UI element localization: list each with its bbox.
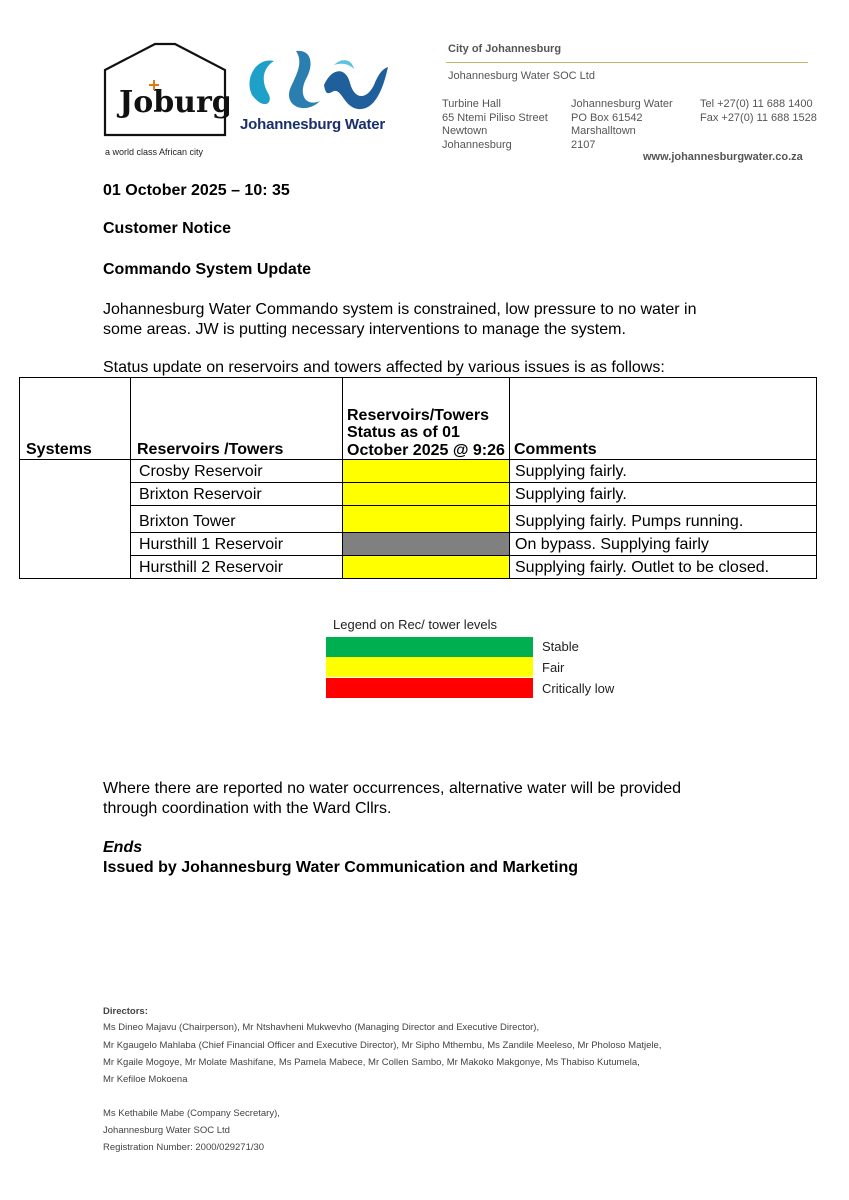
address-line: Johannesburg Water: [571, 98, 673, 110]
closing-line: Where there are reported no water occurrences, alternative water will be provided: [103, 780, 682, 797]
reservoir-name: Hursthill 1 Reservoir: [131, 533, 343, 556]
physical-address: [442, 98, 548, 152]
status-intro: Status update on reservoirs and towers affected by various issues is as follows:: [103, 359, 665, 376]
table-row: [20, 506, 817, 533]
table-row: [20, 483, 817, 506]
level-indicator: [343, 506, 509, 532]
ends-label: Ends: [103, 839, 143, 856]
status-table: [19, 377, 817, 579]
reservoir-name: Crosby Reservoir: [131, 460, 343, 483]
table-header-row: [20, 378, 817, 460]
notice-subject: Commando System Update: [103, 261, 312, 278]
legend-title: Legend on Rec/ tower levels: [333, 617, 498, 632]
registration-number: Registration Number: 2000/029271/30: [103, 1142, 265, 1153]
header-systems: Systems: [20, 378, 131, 460]
reservoir-name: Brixton Tower: [131, 506, 343, 533]
joburg-logo: [101, 40, 229, 160]
website-link[interactable]: www.johannesburgwater.co.za: [643, 151, 803, 163]
phone-number: Tel +27(0) 11 688 1400: [700, 98, 813, 110]
level-cell: [343, 483, 510, 506]
notice-datetime: 01 October 2025 – 10: 35: [103, 182, 290, 199]
company-name: Johannesburg Water SOC Ltd: [103, 1125, 230, 1136]
header-reservoirs: Reservoirs /Towers: [131, 378, 343, 460]
level-cell: [343, 506, 510, 533]
level-indicator: [343, 460, 509, 482]
systems-cell: [20, 460, 131, 579]
org-subtitle: Johannesburg Water SOC Ltd: [448, 70, 595, 82]
level-cell: [343, 533, 510, 556]
table-row: [20, 556, 817, 579]
contact-numbers: [700, 98, 817, 125]
level-indicator: [343, 556, 509, 578]
directors-line: Ms Dineo Majavu (Chairperson), Mr Ntshavheni Mukwevho (Managing Director and Executive Director),: [103, 1022, 540, 1033]
address-line: Newtown: [442, 125, 488, 137]
closing-line: through coordination with the Ward Cllrs.: [103, 800, 392, 817]
legend-label-fair: Fair: [542, 660, 565, 675]
company-secretary: Ms Kethabile Mabe (Company Secretary),: [103, 1108, 280, 1119]
intro-line: some areas. JW is putting necessary interventions to manage the system.: [103, 321, 626, 338]
level-cell: [343, 460, 510, 483]
comment-cell: Supplying fairly. Pumps running.: [510, 506, 817, 533]
header-divider: [446, 62, 808, 63]
intro-line: Johannesburg Water Commando system is constrained, low pressure to no water in: [103, 301, 697, 318]
level-indicator: [343, 533, 509, 555]
address-line: 65 Ntemi Piliso Street: [442, 111, 548, 124]
joburg-logo-text: Joburg: [119, 85, 229, 120]
header-status: Reservoirs/Towers Status as of 01 October 2025 @ 9:26: [343, 378, 510, 460]
level-indicator: [343, 483, 509, 505]
legend-label-stable: Stable: [542, 639, 579, 654]
address-line: Turbine Hall: [442, 98, 501, 110]
comment-cell: Supplying fairly.: [510, 483, 817, 506]
comment-cell: Supplying fairly. Outlet to be closed.: [510, 556, 817, 579]
directors-line: Mr Kgaugelo Mahlaba (Chief Financial Officer and Executive Director), Mr Sipho Mthembu, Ms Zandile Meeleso, Mr Pholoso Matjele,: [103, 1040, 662, 1051]
legend-label-critical: Critically low: [542, 681, 615, 696]
issued-by: Issued by Johannesburg Water Communication and Marketing: [103, 859, 579, 876]
address-line: 2107: [571, 138, 596, 151]
legend-swatch-fair: [326, 657, 533, 677]
address-line: PO Box 61542: [571, 111, 643, 124]
comment-cell: Supplying fairly.: [510, 460, 817, 483]
table-row: [20, 460, 817, 483]
fax-number: Fax +27(0) 11 688 1528: [700, 111, 817, 124]
comment-cell: On bypass. Supplying fairly: [510, 533, 817, 556]
org-title: City of Johannesburg: [448, 43, 562, 55]
directors-label: Directors:: [103, 1006, 148, 1017]
johannesburg-water-logo-text: Johannesburg Water: [240, 116, 386, 133]
legend-swatch-critical: [326, 678, 533, 698]
directors-line: Mr Kgaile Mogoye, Mr Molate Mashifane, Ms Pamela Mabece, Mr Collen Sambo, Mr Makoko Makgonye, Ms Thabiso Kutumela,: [103, 1057, 640, 1068]
notice-type: Customer Notice: [103, 220, 232, 237]
table-row: [20, 533, 817, 556]
address-line: Johannesburg: [442, 138, 512, 151]
address-line: Marshalltown: [571, 125, 636, 137]
postal-address: [571, 98, 673, 152]
reservoir-name: Hursthill 2 Reservoir: [131, 556, 343, 579]
joburg-tagline: a world class African city: [105, 147, 204, 157]
legend-swatch-stable: [326, 637, 533, 657]
directors-line: Mr Kefiloe Mokoena: [103, 1074, 188, 1085]
level-cell: [343, 556, 510, 579]
reservoir-name: Brixton Reservoir: [131, 483, 343, 506]
header-comments: Comments: [510, 378, 817, 460]
